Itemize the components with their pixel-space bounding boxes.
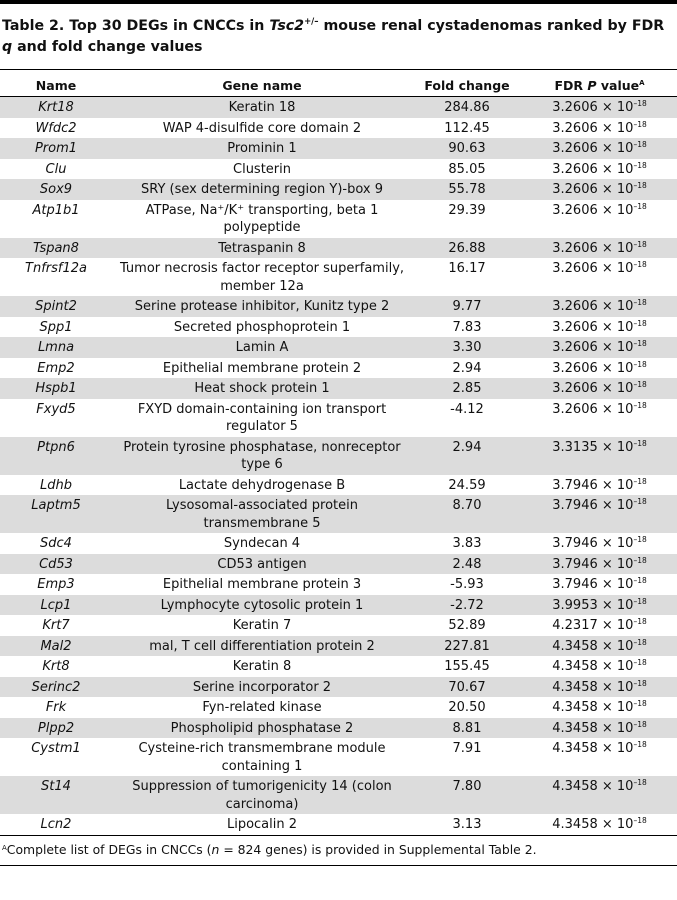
fold-change-cell: 29.39 xyxy=(448,202,486,218)
table-row xyxy=(0,574,677,595)
fdr-cell: $3.2606 \times 10^{-18}$ xyxy=(522,179,677,200)
table-row xyxy=(0,718,677,739)
table-row xyxy=(0,738,677,776)
fdr-cell: $4.3458 \times 10^{-18}$ xyxy=(552,816,647,832)
fold-change-cell: 7.91 xyxy=(452,741,482,756)
gene-name-cell: Lactate dehydrogenase B xyxy=(178,477,346,493)
fold-change-cell: 2.94 xyxy=(452,360,482,376)
gene-symbol-cell: Sox9 xyxy=(0,179,112,200)
gene-name-cell: Lipocalin 2 xyxy=(226,817,298,832)
gene-name-cell: Syndecan 4 xyxy=(223,536,301,551)
table-row xyxy=(0,296,677,317)
gene-symbol-cell: St14 xyxy=(0,776,112,814)
fdr-cell: $3.7946 \times 10^{-18}$ xyxy=(552,476,647,493)
fdr-cell: $3.2606 \times 10^{-18}$ xyxy=(552,260,647,276)
gene-name-cell: Heat shock protein 1 xyxy=(112,378,412,399)
fold-change-cell: 7.83 xyxy=(452,319,482,335)
fold-change-cell: 2.94 xyxy=(412,437,522,475)
fold-change-cell: 8.70 xyxy=(412,495,522,533)
fold-change-cell: 284.86 xyxy=(412,97,522,118)
fdr-cell: $4.3458 \times 10^{-18}$ xyxy=(552,699,647,715)
gene-symbol-cell: Mal2 xyxy=(0,636,112,657)
gene-symbol-cell: Serinc2 xyxy=(0,677,112,698)
table-row xyxy=(0,138,677,159)
table-body xyxy=(0,97,677,835)
header-fdr: FDR P value$^A$ xyxy=(522,70,677,97)
gene-name-cell: Suppression of tumorigenicity 14 (colon carcinoma) xyxy=(112,776,412,814)
fold-change-cell: 20.50 xyxy=(448,700,486,715)
gene-name-cell: Prominin 1 xyxy=(112,138,412,159)
fdr-cell: $3.2606 \times 10^{-18}$ xyxy=(522,337,677,358)
fold-change-cell: 55.78 xyxy=(412,179,522,200)
fold-change-cell: 155.45 xyxy=(444,659,490,674)
table-row xyxy=(0,636,677,657)
gene-name-cell: Epithelial membrane protein 3 xyxy=(162,577,362,592)
gene-name-cell: Epithelial membrane protein 2 xyxy=(162,360,362,376)
gene-symbol-cell: Ldhb xyxy=(40,477,72,493)
fdr-cell: $4.3458 \times 10^{-18}$ xyxy=(522,636,677,657)
fold-change-cell: 90.63 xyxy=(412,138,522,159)
table-row xyxy=(0,697,677,718)
fdr-cell: $3.2606 \times 10^{-18}$ xyxy=(552,400,647,417)
fold-change-cell: 2.48 xyxy=(412,554,522,575)
gene-name-cell: ATPase, Na⁺/K⁺ transporting, beta 1 polypeptide xyxy=(145,202,379,235)
header-fold-change: Fold change xyxy=(412,70,522,97)
fdr-cell: $4.3458 \times 10^{-18}$ xyxy=(522,718,677,739)
gene-symbol-cell: Fxyd5 xyxy=(36,401,76,417)
gene-symbol-cell: Krt8 xyxy=(42,659,70,674)
table-row xyxy=(0,475,677,496)
fold-change-cell: 24.59 xyxy=(448,477,486,493)
gene-symbol-cell: Frk xyxy=(45,700,67,715)
fold-change-cell: -4.12 xyxy=(450,401,484,417)
table-row xyxy=(0,317,677,338)
fdr-cell: $3.7946 \times 10^{-18}$ xyxy=(522,495,677,533)
header-name: Name xyxy=(0,70,112,97)
gene-symbol-cell: Spp1 xyxy=(39,319,73,335)
fdr-cell: $4.2317 \times 10^{-18}$ xyxy=(552,617,647,633)
fold-change-cell: 227.81 xyxy=(412,636,522,657)
gene-symbol-cell: Spint2 xyxy=(0,296,112,317)
table-row xyxy=(0,200,677,238)
fold-change-cell: 112.45 xyxy=(444,120,490,136)
fdr-cell: $3.2606 \times 10^{-18}$ xyxy=(522,378,677,399)
gene-symbol-cell: Tspan8 xyxy=(0,238,112,259)
fold-change-cell: 52.89 xyxy=(448,618,486,633)
gene-name-cell: Protein tyrosine phosphatase, nonreceptor type 6 xyxy=(112,437,412,475)
gene-name-cell: Phospholipid phosphatase 2 xyxy=(112,718,412,739)
gene-name-cell: WAP 4-disulfide core domain 2 xyxy=(162,120,362,136)
table-footnote: $^A$Complete list of DEGs in CNCCs (n = 824 genes) is provided in Supplemental Table 2. xyxy=(0,835,677,866)
deg-table xyxy=(0,70,677,835)
table-row xyxy=(0,495,677,533)
gene-symbol-cell: Krt18 xyxy=(0,97,112,118)
fdr-cell: $3.2606 \times 10^{-18}$ xyxy=(552,201,647,218)
fdr-cell: $3.9953 \times 10^{-18}$ xyxy=(522,595,677,616)
fold-change-cell: 7.80 xyxy=(412,776,522,814)
gene-name-cell: CD53 antigen xyxy=(112,554,412,575)
gene-name-cell: SRY (sex determining region Y)-box 9 xyxy=(112,179,412,200)
fdr-cell: $3.2606 \times 10^{-18}$ xyxy=(552,119,647,136)
gene-symbol-cell: Plpp2 xyxy=(0,718,112,739)
gene-symbol-cell: Emp3 xyxy=(37,577,75,592)
fdr-cell: $3.2606 \times 10^{-18}$ xyxy=(552,318,647,335)
fdr-cell: $3.2606 \times 10^{-18}$ xyxy=(522,296,677,317)
gene-name-cell: Clusterin xyxy=(233,161,291,177)
gene-name-cell: Secreted phosphoprotein 1 xyxy=(173,319,351,335)
fold-change-cell: 85.05 xyxy=(448,161,486,177)
gene-symbol-cell: Ptpn6 xyxy=(0,437,112,475)
fold-change-cell: 3.13 xyxy=(452,817,482,832)
fdr-cell: $3.2606 \times 10^{-18}$ xyxy=(522,238,677,259)
gene-name-cell: Keratin 18 xyxy=(112,97,412,118)
fold-change-cell: 8.81 xyxy=(412,718,522,739)
gene-symbol-cell: Cd53 xyxy=(0,554,112,575)
fdr-cell: $4.3458 \times 10^{-18}$ xyxy=(522,677,677,698)
table-row xyxy=(0,656,677,677)
fdr-cell: $3.7946 \times 10^{-18}$ xyxy=(552,576,647,592)
gene-name-cell: Lymphocyte cytosolic protein 1 xyxy=(112,595,412,616)
gene-name-cell: Lamin A xyxy=(112,337,412,358)
table-row xyxy=(0,554,677,575)
table-row xyxy=(0,97,677,118)
table-row xyxy=(0,118,677,139)
gene-name-cell: Keratin 8 xyxy=(232,659,292,674)
fold-change-cell: -5.93 xyxy=(450,577,484,592)
gene-symbol-cell: Prom1 xyxy=(0,138,112,159)
fdr-cell: $3.3135 \times 10^{-18}$ xyxy=(522,437,677,475)
gene-symbol-cell: Laptm5 xyxy=(0,495,112,533)
fdr-cell: $3.7946 \times 10^{-18}$ xyxy=(552,535,647,551)
fdr-cell: $3.2606 \times 10^{-18}$ xyxy=(552,160,647,177)
gene-symbol-cell: Krt7 xyxy=(42,618,70,633)
fdr-cell: $4.3458 \times 10^{-18}$ xyxy=(522,776,677,814)
gene-name-cell: Tetraspanin 8 xyxy=(112,238,412,259)
gene-name-cell: Serine protease inhibitor, Kunitz type 2 xyxy=(112,296,412,317)
table-row xyxy=(0,437,677,475)
table-row xyxy=(0,159,677,180)
gene-symbol-cell: Atp1b1 xyxy=(32,202,80,218)
table-row xyxy=(0,615,677,636)
table-row xyxy=(0,358,677,379)
fold-change-cell: -2.72 xyxy=(412,595,522,616)
table-row xyxy=(0,179,677,200)
gene-name-cell: Cysteine-rich transmembrane module containing 1 xyxy=(138,741,386,774)
gene-symbol-cell: Sdc4 xyxy=(40,536,72,551)
gene-name-cell: mal, T cell differentiation protein 2 xyxy=(112,636,412,657)
gene-symbol-cell: Cystm1 xyxy=(31,741,81,756)
gene-symbol-cell: Wfdc2 xyxy=(35,120,77,136)
gene-name-cell: Fyn-related kinase xyxy=(202,700,322,715)
gene-symbol-cell: Emp2 xyxy=(37,360,75,376)
table-row xyxy=(0,595,677,616)
gene-symbol-cell: Lcn2 xyxy=(40,817,72,832)
gene-symbol-cell: Lmna xyxy=(0,337,112,358)
table-row xyxy=(0,337,677,358)
table-row xyxy=(0,258,677,296)
table-header-row xyxy=(0,70,677,97)
gene-name-cell: Lysosomal-associated protein transmembrane 5 xyxy=(112,495,412,533)
fdr-cell: $3.2606 \times 10^{-18}$ xyxy=(552,359,647,376)
table-row xyxy=(0,814,677,835)
fold-change-cell: 3.83 xyxy=(452,536,482,551)
fdr-cell: $4.3458 \times 10^{-18}$ xyxy=(552,740,647,756)
table-row xyxy=(0,677,677,698)
fold-change-cell: 70.67 xyxy=(412,677,522,698)
gene-name-cell: Tumor necrosis factor receptor superfamily, member 12a xyxy=(119,261,405,294)
gene-symbol-cell: Clu xyxy=(45,161,67,177)
fdr-cell: $3.2606 \times 10^{-18}$ xyxy=(522,138,677,159)
gene-name-cell: FXYD domain-containing ion transport regulator 5 xyxy=(137,401,387,434)
fold-change-cell: 9.77 xyxy=(412,296,522,317)
fdr-cell: $3.7946 \times 10^{-18}$ xyxy=(522,554,677,575)
gene-symbol-cell: Hspb1 xyxy=(0,378,112,399)
fold-change-cell: 26.88 xyxy=(412,238,522,259)
fdr-cell: $4.3458 \times 10^{-18}$ xyxy=(552,658,647,674)
gene-symbol-cell: Tnfrsf12a xyxy=(25,261,87,276)
table-row xyxy=(0,399,677,437)
fold-change-cell: 16.17 xyxy=(448,261,486,276)
table-caption: Table 2. Top 30 DEGs in CNCCs in Tsc2+/– mouse renal cystadenomas ranked by FDR q and fold change values xyxy=(2,17,665,55)
table-row xyxy=(0,378,677,399)
table-row xyxy=(0,238,677,259)
header-gene-name: Gene name xyxy=(112,70,412,97)
gene-name-cell: Keratin 7 xyxy=(232,618,292,633)
table-row xyxy=(0,776,677,814)
fold-change-cell: 3.30 xyxy=(412,337,522,358)
table-row xyxy=(0,533,677,554)
gene-symbol-cell: Lcp1 xyxy=(0,595,112,616)
fold-change-cell: 2.85 xyxy=(412,378,522,399)
fdr-cell: $3.2606 \times 10^{-18}$ xyxy=(522,97,677,118)
gene-name-cell: Serine incorporator 2 xyxy=(112,677,412,698)
